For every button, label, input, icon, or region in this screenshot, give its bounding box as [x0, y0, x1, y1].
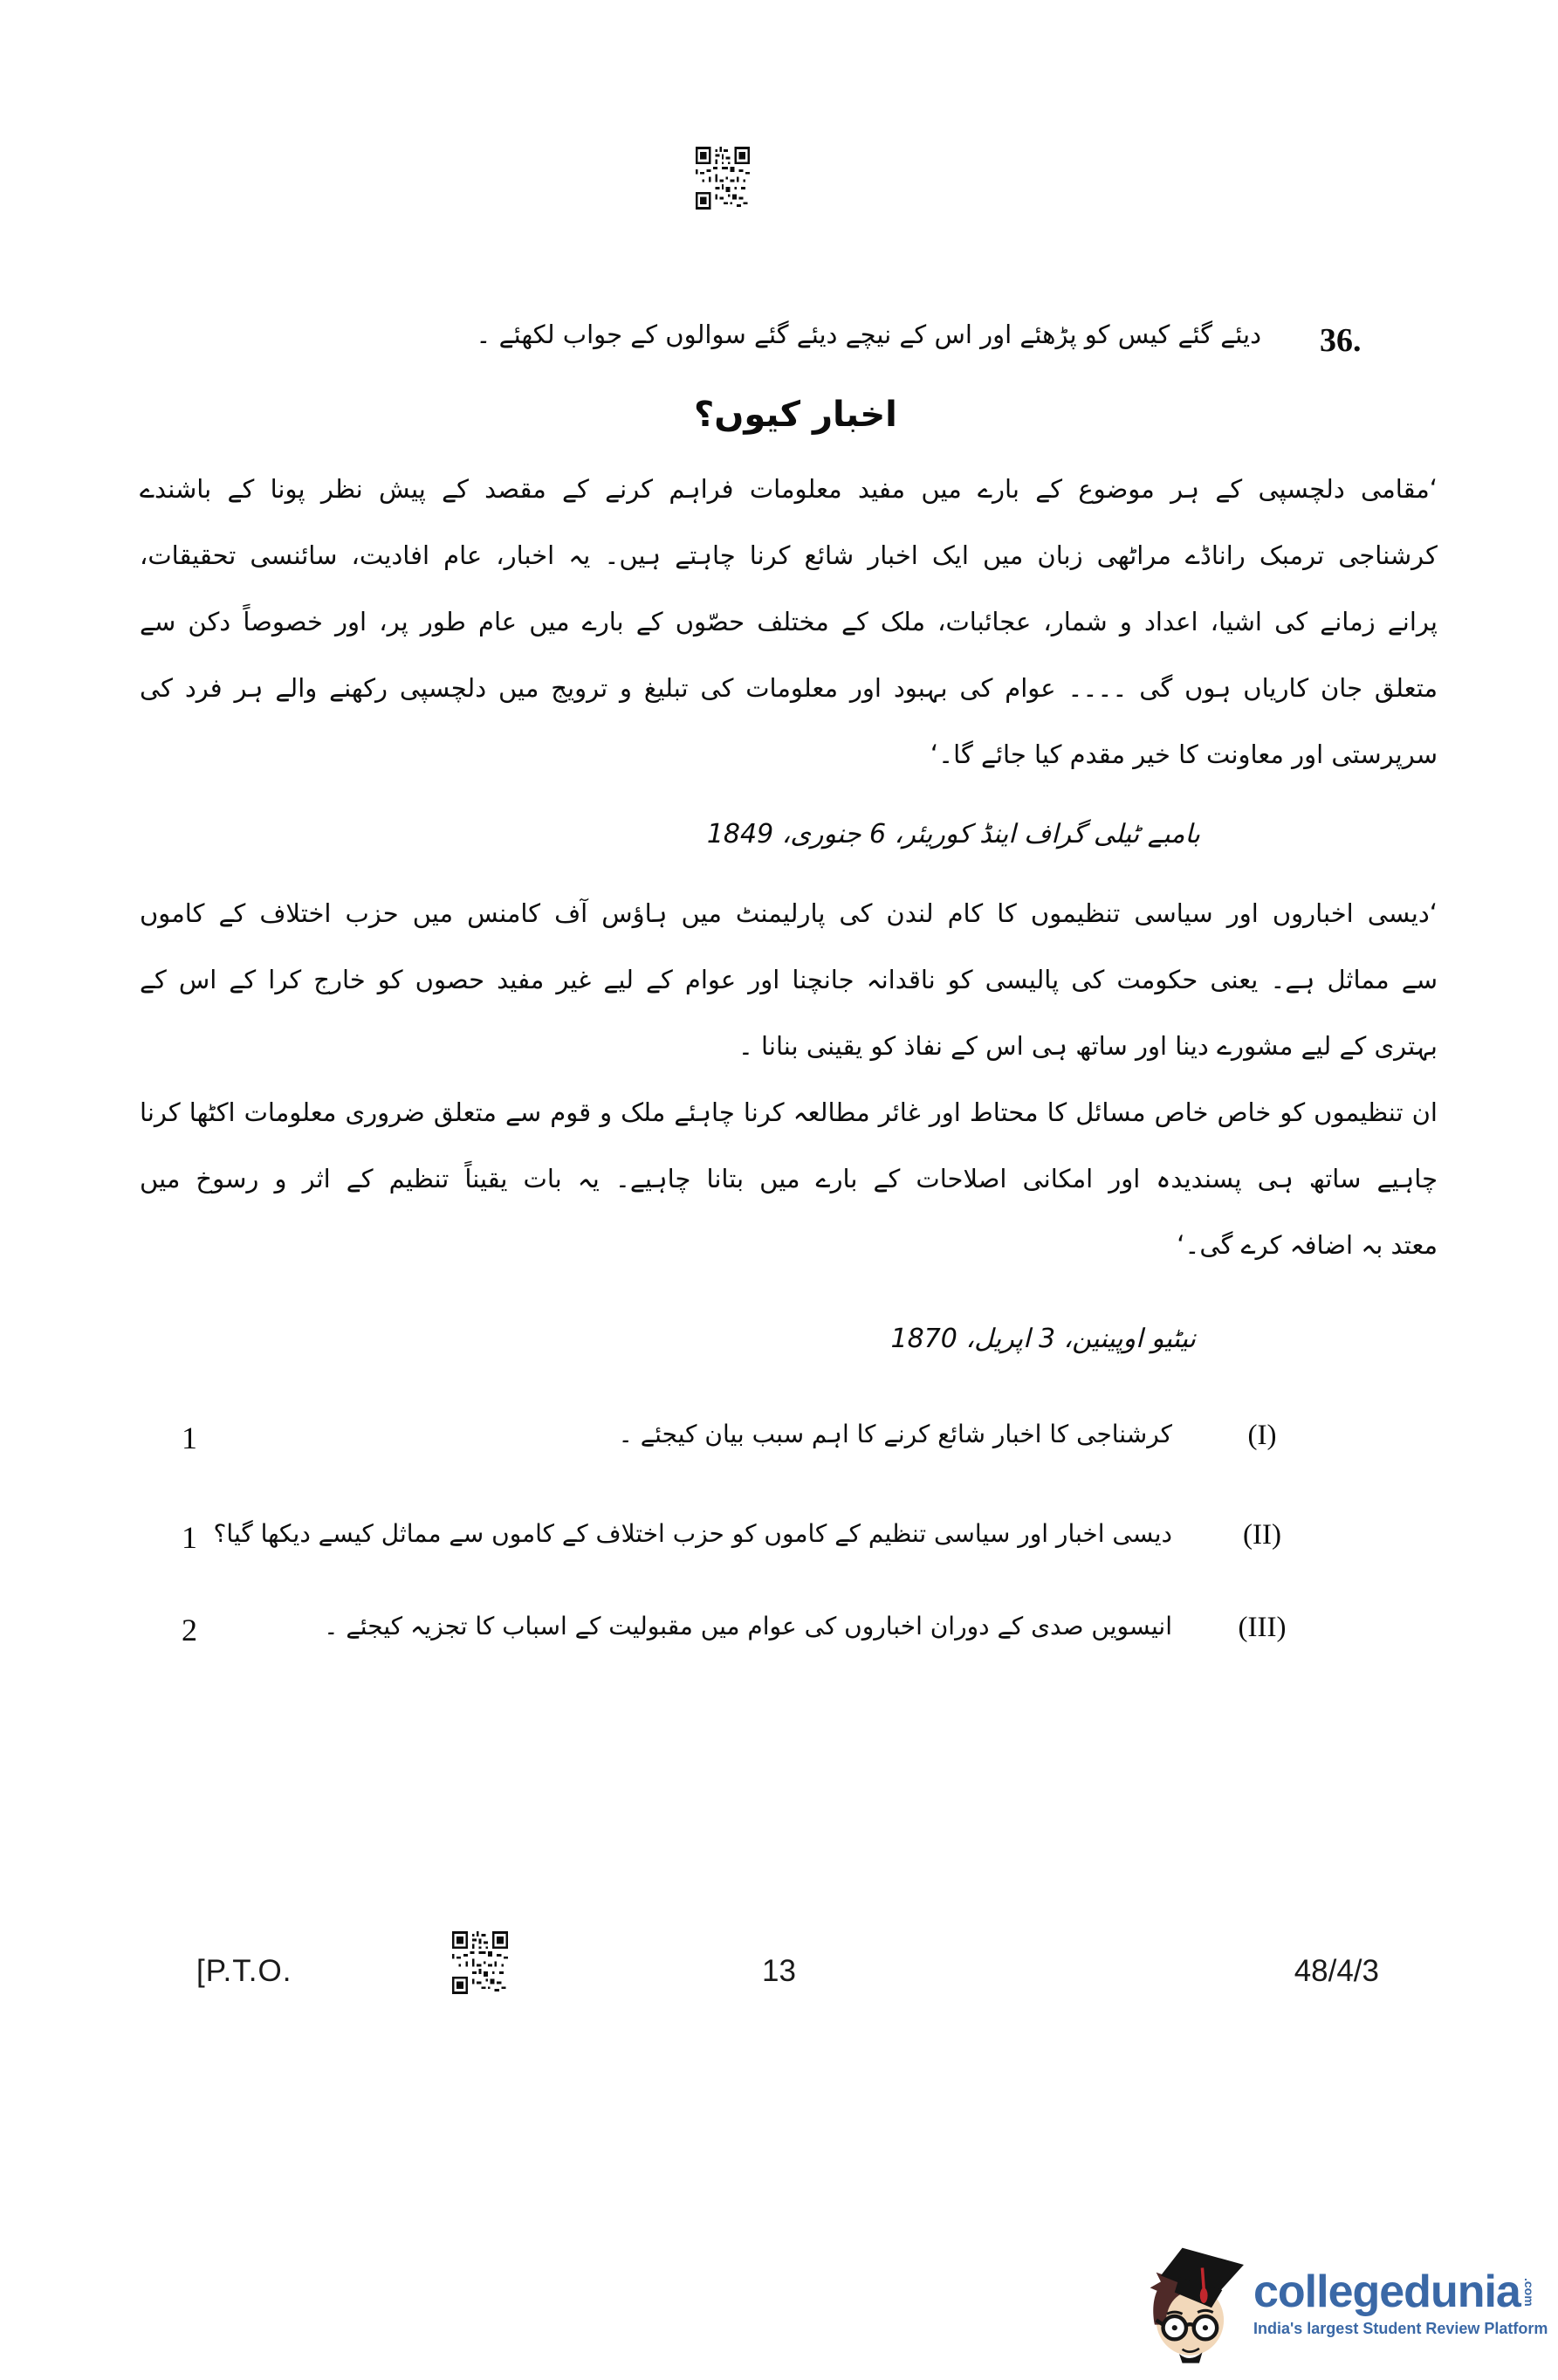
passage-line: بہتری کے لیے مشورے دینا اور ساتھ ہی اس کے نفاذ کو یقینی بنانا ۔ — [738, 1031, 1438, 1061]
marks-value-1: 1 — [182, 1420, 197, 1455]
question-number: 36. — [1320, 322, 1362, 359]
case-passage-1 — [140, 456, 1438, 788]
marks-value-3: 2 — [182, 1613, 197, 1647]
passage-line: ان تنظیموں کو خاص خاص مسائل کا محتاط اور غائر مطالعہ کرنا چاہئے ملک و قوم سے متعلق ضروری معلومات اکٹھا کرنا — [140, 1097, 1438, 1127]
brand-name: collegedunia — [1253, 2266, 1520, 2317]
subquestion-text-1: کرشناجی کا اخبار شائع کرنے کا اہم سبب بیان کیجئے ۔ — [618, 1420, 1172, 1448]
passage-line: متعلق جان کاریاں ہوں گی ۔۔۔۔ عوام کی بہبود اور معلومات کی تبلیغ و ترویج میں دلچسپی رکھنے والے ہر فرد کی — [140, 673, 1438, 703]
passage-line: ‘مقامی دلچسپی کے ہر موضوع کے بارے میں مفید معلومات فراہم کرنے کے مقصد کے پیش نظر پونا کے باشندے — [140, 474, 1438, 504]
passage-line: پرانے زمانے کی اشیا، اعداد و شمار، عجائبات، ملک کے مختلف حصّوں کے بارے میں عام طور پر، اور خصوصاً دکن سے — [140, 607, 1438, 636]
source-citation-1: بامبے ٹیلی گراف اینڈ کوریئر، 6 جنوری، 1849 — [706, 819, 1200, 850]
paper-code: 48/4/3 — [1294, 1954, 1379, 1988]
passage-line: چاہیے ساتھ ہی پسندیدہ اور امکانی اصلاحات کے بارے میں بتانا چاہیے۔ یہ بات یقیناً تنظیم کے اثر و رسوخ میں — [140, 1164, 1438, 1193]
subquestion-numeral-2: (II) — [1243, 1519, 1281, 1551]
source-citation-2: نیٹیو اوپینین، 3 اپریل، 1870 — [890, 1324, 1196, 1354]
passage-line: ‘دیسی اخباروں اور سیاسی تنظیموں کا کام لندن کی پارلیمنٹ میں ہاؤس آف کامنس میں حزب اختلاف کے کاموں — [140, 898, 1438, 928]
subquestion-numeral-3: (III) — [1238, 1612, 1287, 1643]
passage-line: سرپرستی اور معاونت کا خیر مقدم کیا جائے گا۔‘ — [930, 739, 1438, 769]
collegedunia-mascot-icon — [1135, 2234, 1250, 2372]
case-passage-2 — [140, 880, 1438, 1079]
marks-value-2: 1 — [182, 1520, 197, 1555]
case-passage-3 — [140, 1079, 1438, 1278]
brand-tagline: India's largest Student Review Platform — [1253, 2319, 1548, 2337]
brand-tld: .com — [1521, 2277, 1536, 2307]
page-number: 13 — [762, 1954, 796, 1988]
passage-line: کرشناجی ترمبک راناڈے مراٹھی زبان میں ایک اخبار شائع کرنا چاہتے ہیں۔ یہ اخبار، عام افادیت، سائنسی تحقیقات، — [140, 540, 1438, 570]
subquestion-text-2: دیسی اخبار اور سیاسی تنظیم کے کاموں کو حزب اختلاف کے کاموں سے مماثل کیسے دیکھا گیا؟ — [213, 1519, 1172, 1548]
case-study-title: اخبار کیوں؟ — [694, 395, 897, 435]
question-intro-text: دیئے گئے کیس کو پڑھئے اور اس کے نیچے دیئے گئے سوالوں کے جواب لکھئے ۔ — [476, 320, 1261, 349]
page-turn-over-label: [P.T.O. — [196, 1954, 292, 1988]
collegedunia-watermark — [1135, 2228, 1554, 2378]
passage-line: معتد بہ اضافہ کرے گی۔‘ — [1177, 1230, 1438, 1260]
subquestion-numeral-1: (I) — [1247, 1420, 1277, 1451]
qr-code-top-icon — [696, 147, 750, 210]
subquestion-text-3: انیسویں صدی کے دوران اخباروں کی عوام میں مقبولیت کے اسباب کا تجزیہ کیجئے ۔ — [324, 1612, 1172, 1641]
passage-line: سے مماثل ہے۔ یعنی حکومت کی پالیسی کو ناقدانہ جانچنا اور عوام کے لیے غیر مفید حصوں کو خارج کرا کے اس کے — [140, 965, 1438, 994]
